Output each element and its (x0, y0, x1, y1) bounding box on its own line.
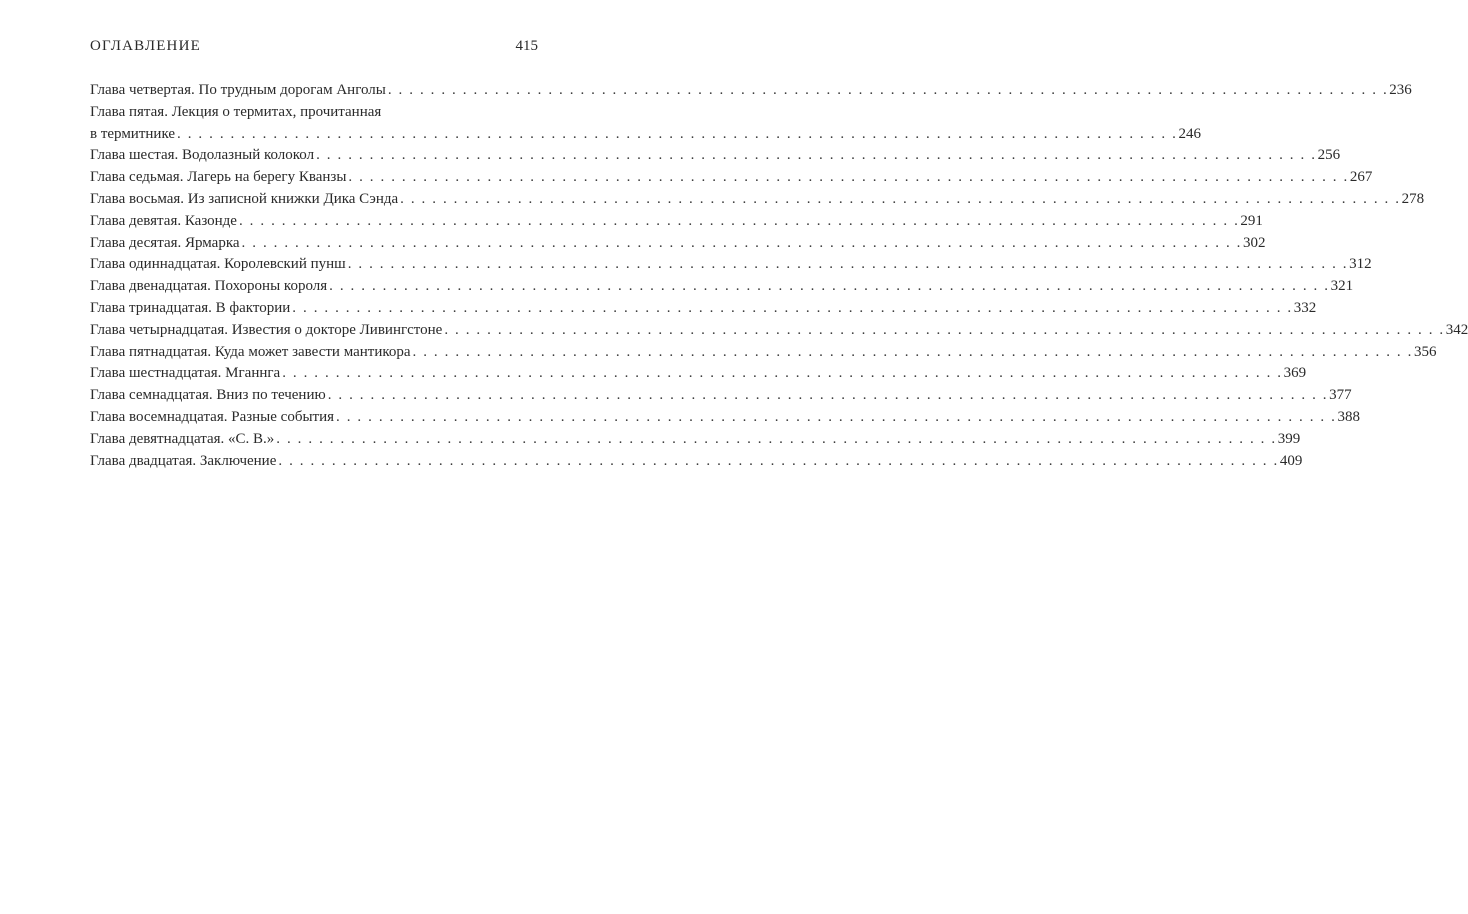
toc-entry-title: Глава десятая. Ярмарка (90, 234, 240, 251)
toc-entry (90, 429, 1301, 451)
toc-entry-title: Глава четвертая. По трудным дорогам Анголы (90, 82, 386, 98)
toc-entry-title: Глава двенадцатая. Похороны короля (90, 278, 328, 295)
toc-entry-page: 388 (1337, 408, 1360, 425)
dot-leader: . . . . . . . . . . . . . . . . . . . . . . . . . . . . . . . . . . . . . . . . . . . . . . . . . . . . . . . . . . . . . . . . . . . . . . . . . . . . . . . . . . . . . . . . . . . . . . (347, 256, 1349, 273)
toc-entry-page: 236 (1389, 82, 1412, 98)
toc-entry-title: Глава седьмая. Лагерь на берегу Кванзы (90, 169, 347, 186)
toc-entry (90, 167, 1373, 189)
toc-entry-title: Глава девятнадцатая. «С. В.» (90, 430, 275, 447)
toc-entry (90, 385, 1352, 407)
toc-entry-page: 409 (1279, 452, 1303, 469)
dot-leader: . . . . . . . . . . . . . . . . . . . . . . . . . . . . . . . . . . . . . . . . . . . . . . . . . . . . . . . . . . . . . . . . . . . . . . . . . . . . . . . . . . . . . . . . . . . . . . (348, 169, 1349, 186)
toc-entry-page: 356 (1413, 343, 1437, 360)
toc-entry-title: Глава двадцатая. Заключение (90, 452, 277, 469)
toc-entry-page: 377 (1329, 387, 1352, 404)
toc-entry-title: Глава девятая. Казонде (90, 212, 237, 229)
dot-leader: . . . . . . . . . . . . . . . . . . . . . . . . . . . . . . . . . . . . . . . . . . . . . . . . . . . . . . . . . . . . . . . . . . . . . . . . . . . . . . . . . . . . . . . . . . . . . . (329, 278, 1330, 295)
toc-entry (90, 407, 1360, 429)
toc-entry (90, 276, 1354, 298)
toc-entry-title: Глава шестая. Водолазный колокол (90, 147, 315, 164)
dot-leader: . . . . . . . . . . . . . . . . . . . . . . . . . . . . . . . . . . . . . . . . . . . . . . . . . . . . . . . . . . . . . . . . . . . . . . . . . . . . . . . . . . . . . . . . . . . . . . (444, 321, 1445, 338)
toc-entry-title: Глава пятнадцатая. Куда может завести мантикора (90, 343, 411, 360)
toc-entry-page: 291 (1240, 212, 1263, 229)
toc-entry (90, 363, 1307, 385)
toc-entry (90, 298, 1317, 320)
dot-leader: . . . . . . . . . . . . . . . . . . . . . . . . . . . . . . . . . . . . . . . . . . . . . . . . . . . . . . . . . . . . . . . . . . . . . . . . . . . . . . . . . . . . . . . . . . . . . . (278, 452, 1279, 469)
section-title: ОГЛАВЛЕНИЕ (90, 38, 201, 54)
dot-leader: . . . . . . . . . . . . . . . . . . . . . . . . . . . . . . . . . . . . . . . . . . . . . . . . . . . . . . . . . . . . . . . . . . . . . . . . . . . . . . . . . . . . . . . . . . . . . . (292, 299, 1293, 316)
toc-entry-page: 399 (1277, 430, 1301, 447)
toc-entry-title: Глава четырнадцатая. Известия о докторе Ливингстоне (90, 321, 443, 338)
toc-entry (90, 189, 1425, 211)
toc-entry (90, 102, 1201, 146)
dot-leader: . . . . . . . . . . . . . . . . . . . . . . . . . . . . . . . . . . . . . . . . . . . . . . . . . . . . . . . . . . . . . . . . . . . . . . . . . . . . . . . . . . . . . . . . . . . . . . (336, 408, 1337, 425)
toc-entry-page: 267 (1349, 169, 1373, 186)
page-number: 415 (515, 38, 538, 54)
dot-leader: . . . . . . . . . . . . . . . . . . . . . . . . . . . . . . . . . . . . . . . . . . . . . . . . . . . . . . . . . . . . . . . . . . . . . . . . . . . . . . . . . . . . . . . . . . . . . . (241, 234, 1242, 251)
toc-entry (90, 233, 1266, 255)
dot-leader: . . . . . . . . . . . . . . . . . . . . . . . . . . . . . . . . . . . . . . . . . . . . . . . . . . . . . . . . . . . . . . . . . . . . . . . . . . . . . . . . . . . . . . . . . . . . . . (316, 147, 1317, 164)
dot-leader: . . . . . . . . . . . . . . . . . . . . . . . . . . . . . . . . . . . . . . . . . . . . . . . . . . . . . . . . . . . . . . . . . . . . . . . . . . . . . . . . . . . . . . . . . . . . . . (387, 82, 1389, 98)
running-head (90, 38, 538, 60)
table-of-contents (90, 80, 1468, 472)
toc-entry-page: 369 (1283, 365, 1307, 382)
toc-entry-title: Глава семнадцатая. Вниз по течению (90, 387, 326, 404)
toc-entry-page: 256 (1317, 147, 1341, 164)
toc-entry (90, 80, 1412, 102)
toc-entry-page: 278 (1401, 190, 1425, 207)
toc-entry-page: 332 (1293, 299, 1317, 316)
dot-leader: . . . . . . . . . . . . . . . . . . . . . . . . . . . . . . . . . . . . . . . . . . . . . . . . . . . . . . . . . . . . . . . . . . . . . . . . . . . . . . . . . . . . . . . . . . . . . . (282, 365, 1283, 382)
toc-entry-page: 312 (1349, 256, 1372, 273)
dot-leader: . . . . . . . . . . . . . . . . . . . . . . . . . . . . . . . . . . . . . . . . . . . . . . . . . . . . . . . . . . . . . . . . . . . . . . . . . . . . . . . . . . . . . . . . . . . . . . (327, 387, 1329, 404)
toc-entry-title: Глава восьмая. Из записной книжки Дика Сэнда (90, 190, 399, 207)
toc-entry (90, 320, 1468, 342)
toc-entry (90, 211, 1263, 233)
dot-leader: . . . . . . . . . . . . . . . . . . . . . . . . . . . . . . . . . . . . . . . . . . . . . . . . . . . . . . . . . . . . . . . . . . . . . . . . . . . . . . . . . . . . . . . . . . . . . . (412, 343, 1413, 360)
toc-entry-title: Глава восемнадцатая. Разные события (90, 408, 335, 425)
toc-entry-title: Глава одиннадцатая. Королевский пунш (90, 256, 346, 273)
toc-entry-page: 321 (1330, 278, 1354, 295)
dot-leader: . . . . . . . . . . . . . . . . . . . . . . . . . . . . . . . . . . . . . . . . . . . . . . . . . . . . . . . . . . . . . . . . . . . . . . . . . . . . . . . . . . . . . . . . . . . . . . (238, 212, 1240, 229)
toc-entry-title-line1: Глава пятая. Лекция о термитах, прочитанная (90, 103, 382, 120)
dot-leader: . . . . . . . . . . . . . . . . . . . . . . . . . . . . . . . . . . . . . . . . . . . . . . . . . . . . . . . . . . . . . . . . . . . . . . . . . . . . . . . . . . . . . . . . . . . . . . (177, 125, 1178, 142)
dot-leader: . . . . . . . . . . . . . . . . . . . . . . . . . . . . . . . . . . . . . . . . . . . . . . . . . . . . . . . . . . . . . . . . . . . . . . . . . . . . . . . . . . . . . . . . . . . . . . (276, 430, 1277, 447)
toc-entry (90, 254, 1372, 276)
toc-entry-page: 342 (1445, 321, 1468, 338)
toc-entry-page: 246 (1178, 125, 1201, 142)
toc-entry-title: Глава шестнадцатая. Мганнга (90, 365, 281, 382)
toc-entry-page: 302 (1243, 234, 1266, 251)
toc-entry (90, 342, 1437, 364)
toc-entry-title: Глава тринадцатая. В фактории (90, 299, 291, 316)
dot-leader: . . . . . . . . . . . . . . . . . . . . . . . . . . . . . . . . . . . . . . . . . . . . . . . . . . . . . . . . . . . . . . . . . . . . . . . . . . . . . . . . . . . . . . . . . . . . . . (400, 190, 1401, 207)
toc-entry (90, 451, 1303, 473)
toc-entry (90, 145, 1341, 167)
toc-entry-title-line2: в термитнике (90, 125, 176, 142)
